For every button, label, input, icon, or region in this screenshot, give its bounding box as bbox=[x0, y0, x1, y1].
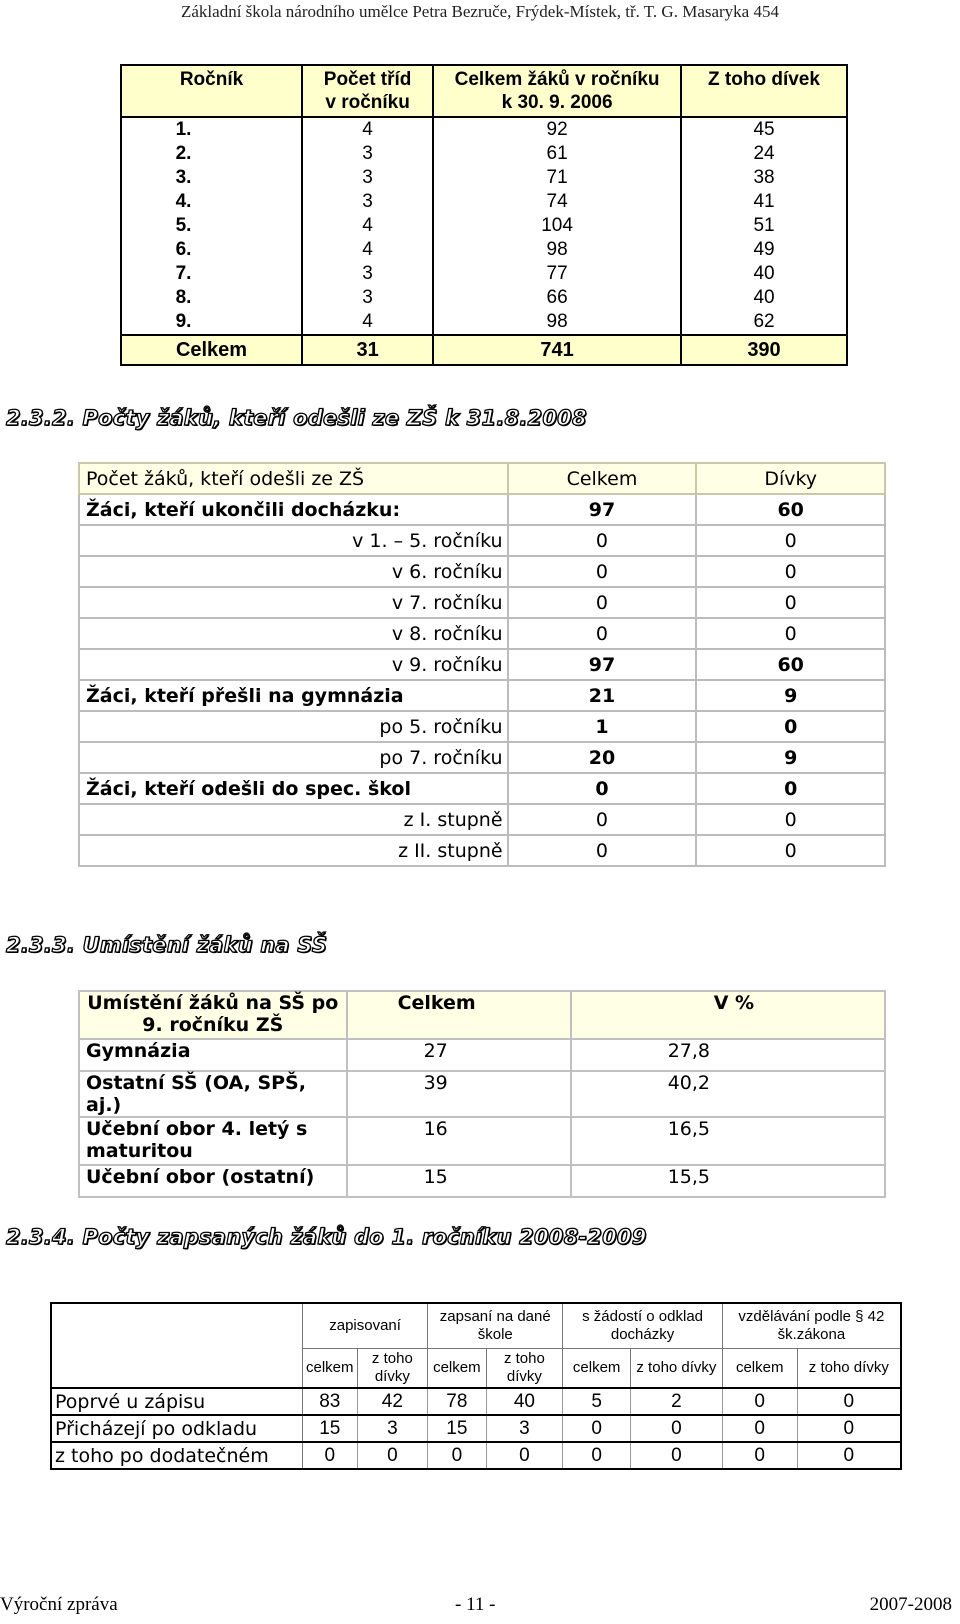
group-header: zapsaní na dané škole bbox=[428, 1303, 563, 1349]
table-row: 2. 3 61 24 bbox=[121, 142, 847, 166]
footer-year: 2007-2008 bbox=[869, 1594, 952, 1615]
table-row: 5. 4 104 51 bbox=[121, 214, 847, 238]
table-row: 6. 4 98 49 bbox=[121, 238, 847, 262]
table-row: po 5. ročníku 1 0 bbox=[79, 711, 885, 742]
section-heading-2-3-3: 2.3.3. Umístění žáků na SŠ bbox=[6, 933, 328, 957]
col-header-girls: Z toho dívek bbox=[681, 65, 847, 117]
table-row: v 1. – 5. ročníku 0 0 bbox=[79, 525, 885, 556]
table-row: 8. 3 66 40 bbox=[121, 286, 847, 310]
table-row: v 9. ročníku 97 60 bbox=[79, 649, 885, 680]
col-header-total-pupils: Celkem žáků v ročníku k 30. 9. 2006 bbox=[433, 65, 681, 117]
table-header-row bbox=[121, 65, 847, 117]
first-grade-enrollment-table bbox=[50, 1302, 902, 1470]
table-row: Ostatní SŠ (OA, SPŠ, aj.) 39 40,2 bbox=[79, 1071, 885, 1117]
leavers-table bbox=[78, 462, 886, 867]
table-header-row bbox=[51, 1303, 901, 1349]
table-row: Přicházejí po odkladu 15 3 15 3 0 0 0 0 bbox=[51, 1415, 901, 1442]
table-row: z II. stupně 0 0 bbox=[79, 835, 885, 866]
group-header: vzdělávání podle § 42 šk.zákona bbox=[722, 1303, 901, 1349]
table-header-row: Umístění žáků na SŠ po 9. ročníku ZŠ Celkem V % bbox=[79, 991, 885, 1039]
table-row: 7. 3 77 40 bbox=[121, 262, 847, 286]
secondary-placement-table bbox=[78, 990, 886, 1198]
table-row: v 7. ročníku 0 0 bbox=[79, 587, 885, 618]
table-row: Žáci, kteří přešli na gymnázia 21 9 bbox=[79, 680, 885, 711]
table-row: 3. 3 71 38 bbox=[121, 166, 847, 190]
col-header-class-count: Počet tříd v ročníku bbox=[302, 65, 433, 117]
footer-title: Výroční zpráva bbox=[0, 1594, 118, 1615]
table-row: v 6. ročníku 0 0 bbox=[79, 556, 885, 587]
table-row: Učební obor 4. letý s maturitou 16 16,5 bbox=[79, 1117, 885, 1165]
table-row: 1. 4 92 45 bbox=[121, 117, 847, 142]
group-header: zapisovaní bbox=[303, 1303, 428, 1349]
page-footer bbox=[0, 1594, 960, 1622]
table-row: 9. 4 98 62 bbox=[121, 310, 847, 335]
table-row: v 8. ročníku 0 0 bbox=[79, 618, 885, 649]
table-row: 4. 3 74 41 bbox=[121, 190, 847, 214]
table-row: Poprvé u zápisu 83 42 78 40 5 2 0 0 bbox=[51, 1388, 901, 1415]
section-heading-2-3-4: 2.3.4. Počty zapsaných žáků do 1. ročníku 2008-2009 bbox=[6, 1225, 647, 1249]
table-row: z toho po dodatečném 0 0 0 0 0 0 0 0 bbox=[51, 1442, 901, 1469]
page-header: Základní škola národního umělce Petra Bezruče, Frýdek-Místek, tř. T. G. Masaryka 454 bbox=[181, 2, 779, 21]
group-header: s žádostí o odklad docházky bbox=[563, 1303, 723, 1349]
grade-enrollment-table bbox=[120, 64, 848, 366]
table-total-row: Celkem 31 741 390 bbox=[121, 335, 847, 365]
table-row: po 7. ročníku 20 9 bbox=[79, 742, 885, 773]
col-header-grade: Ročník bbox=[121, 65, 302, 117]
table-row: Gymnázia 27 27,8 bbox=[79, 1039, 885, 1071]
table-subheader-row: celkem z toho dívky celkem z toho dívky celkem z toho dívky celkem z toho dívky bbox=[51, 1349, 901, 1389]
table-row: z I. stupně 0 0 bbox=[79, 804, 885, 835]
section-heading-2-3-2: 2.3.2. Počty žáků, kteří odešli ze ZŠ k 31.8.2008 bbox=[6, 406, 587, 430]
table-row: Učební obor (ostatní) 15 15,5 bbox=[79, 1165, 885, 1197]
table-row: Žáci, kteří odešli do spec. škol 0 0 bbox=[79, 773, 885, 804]
table-row: Žáci, kteří ukončili docházku: 97 60 bbox=[79, 494, 885, 525]
page-number: - 11 - bbox=[455, 1594, 496, 1615]
table-header-row: Počet žáků, kteří odešli ze ZŠ Celkem Dívky bbox=[79, 463, 885, 494]
